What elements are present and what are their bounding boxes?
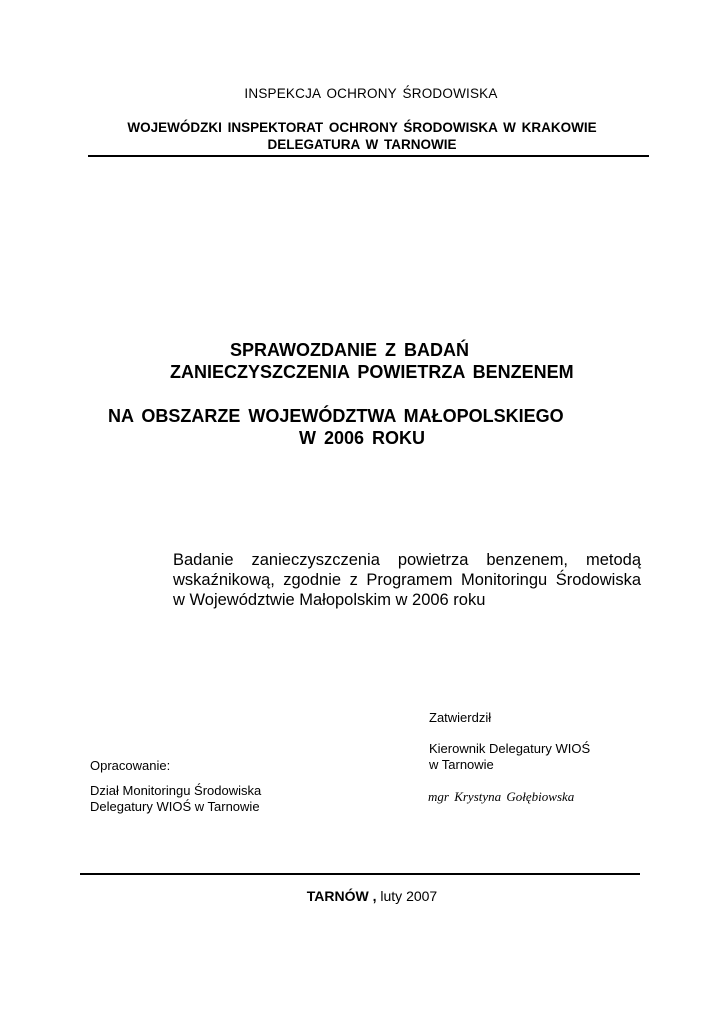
description-line-3: w Województwie Małopolskim w 2006 roku [173, 591, 486, 609]
description [173, 550, 641, 610]
description-line-2: wskaźnikową, zgodnie z Programem Monitoringu Środowiska [173, 571, 641, 589]
footer-date: luty 2007 [376, 888, 438, 904]
approved-label: Zatwierdził [429, 710, 492, 725]
header-divider [88, 155, 649, 157]
description-line-1: Badanie zanieczyszczenia powietrza benzenem, metodą [173, 551, 641, 569]
footer-city: TARNÓW , [306, 888, 377, 904]
footer-place-date [0, 888, 724, 904]
approver-name: mgr Krystyna Gołębiowska [428, 789, 575, 804]
title-line-1: SPRAWOZDANIE Z BADAŃ [230, 340, 469, 360]
approver-role-line-1: Kierownik Delegatury WIOŚ [429, 741, 591, 756]
title-line-3: NA OBSZARZE WOJEWÓDZTWA MAŁOPOLSKIEGO [108, 406, 564, 426]
header-inspectorate: WOJEWÓDZKI INSPEKTORAT OCHRONY ŚRODOWISKA W KRAKOWIE [127, 120, 597, 135]
prepared-by-line-2: Delegatury WIOŚ w Tarnowie [90, 799, 260, 814]
title-line-4: W 2006 ROKU [298, 428, 426, 448]
header-inspection: INSPEKCJA OCHRONY ŚRODOWISKA [244, 86, 498, 101]
prepared-by-line-1: Dział Monitoringu Środowiska [90, 783, 262, 798]
title-line-2: ZANIECZYSZCZENIA POWIETRZA BENZENEM [170, 362, 574, 382]
approver-role-line-2: w Tarnowie [429, 757, 494, 772]
prepared-label: Opracowanie: [90, 758, 171, 773]
header-branch: DELEGATURA W TARNOWIE [267, 137, 457, 152]
footer-divider [80, 873, 640, 875]
